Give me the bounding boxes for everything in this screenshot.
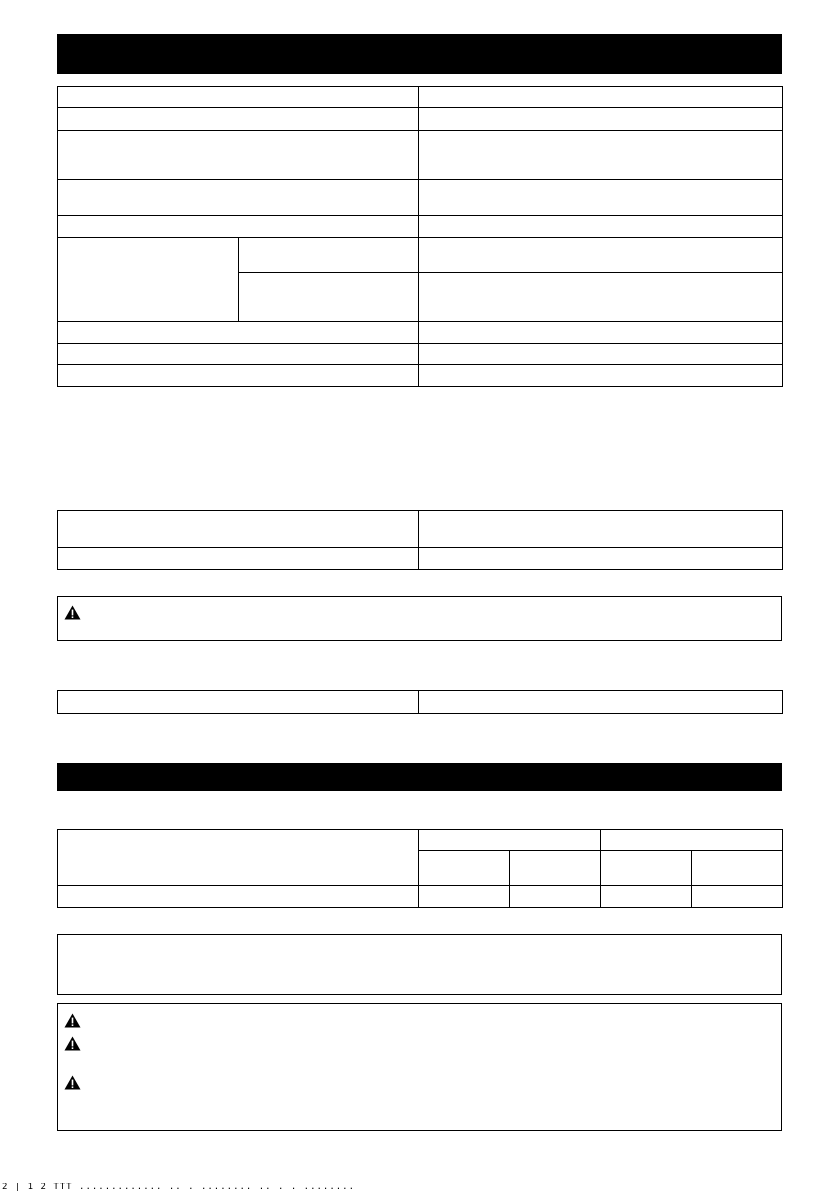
- specifications-header-bar: [57, 34, 782, 74]
- table-row: [58, 365, 783, 387]
- subheader-cell: [510, 851, 601, 886]
- table-row: [58, 108, 783, 131]
- value-cell: [692, 886, 783, 908]
- spec-label-cell: [58, 108, 419, 131]
- compatibility-table: [57, 829, 783, 908]
- table-row: [58, 886, 783, 908]
- usage-header-bar: [57, 763, 782, 791]
- value-cell: [510, 886, 601, 908]
- warning-box: [57, 596, 782, 641]
- spec-value-cell: [419, 365, 783, 387]
- table-row: [58, 548, 783, 570]
- table-row: [58, 322, 783, 344]
- table-row: [58, 238, 783, 273]
- specifications-table: [57, 86, 783, 387]
- note-box: [57, 934, 782, 995]
- table-row: [58, 131, 783, 180]
- subheader-cell: [601, 851, 692, 886]
- table-row: [58, 691, 783, 714]
- label-cell: [58, 886, 419, 908]
- spec-value-cell: [419, 344, 783, 365]
- value-cell: [419, 548, 783, 570]
- battery-table: [57, 510, 783, 570]
- spec-sublabel-cell: [239, 273, 419, 322]
- table-row: [58, 344, 783, 365]
- table-row: [58, 511, 783, 548]
- footer-text: 2 | 1 2 TTT ............. .. . ........ .. . . ........: [2, 1183, 356, 1192]
- spec-label-cell: [58, 87, 419, 108]
- subheader-cell: [692, 851, 783, 886]
- warning-triangle-icon: [64, 605, 81, 620]
- table-header-row: [58, 830, 783, 851]
- spec-label-cell: [58, 344, 419, 365]
- spec-label-cell: [58, 131, 419, 180]
- label-cell: [58, 548, 419, 570]
- spec-value-cell: [419, 216, 783, 238]
- spec-sublabel-cell: [239, 238, 419, 273]
- group-header-cell: [601, 830, 783, 851]
- value-cell: [419, 511, 783, 548]
- label-cell: [58, 691, 419, 714]
- label-cell: [58, 511, 419, 548]
- header-label-cell: [58, 830, 419, 886]
- spec-value-cell: [419, 180, 783, 216]
- spec-label-cell: [58, 322, 419, 344]
- subheader-cell: [419, 851, 510, 886]
- spec-value-cell: [419, 322, 783, 344]
- value-cell: [419, 886, 510, 908]
- spec-value-cell: [419, 273, 783, 322]
- spec-label-cell: [58, 216, 419, 238]
- table-row: [58, 180, 783, 216]
- spec-value-cell: [419, 131, 783, 180]
- spec-value-cell: [419, 238, 783, 273]
- spec-label-cell: [58, 180, 419, 216]
- table-row: [58, 216, 783, 238]
- spec-value-cell: [419, 87, 783, 108]
- spec-group-label-cell: [58, 238, 239, 322]
- value-cell: [419, 691, 783, 714]
- spec-value-cell: [419, 108, 783, 131]
- rating-table: [57, 690, 783, 714]
- spec-label-cell: [58, 365, 419, 387]
- table-row: [58, 87, 783, 108]
- warning-triangle-icon: [64, 1075, 81, 1090]
- warning-triangle-icon: [64, 1036, 81, 1051]
- warnings-box: [57, 1003, 782, 1131]
- warning-triangle-icon: [64, 1013, 81, 1028]
- value-cell: [601, 886, 692, 908]
- group-header-cell: [419, 830, 601, 851]
